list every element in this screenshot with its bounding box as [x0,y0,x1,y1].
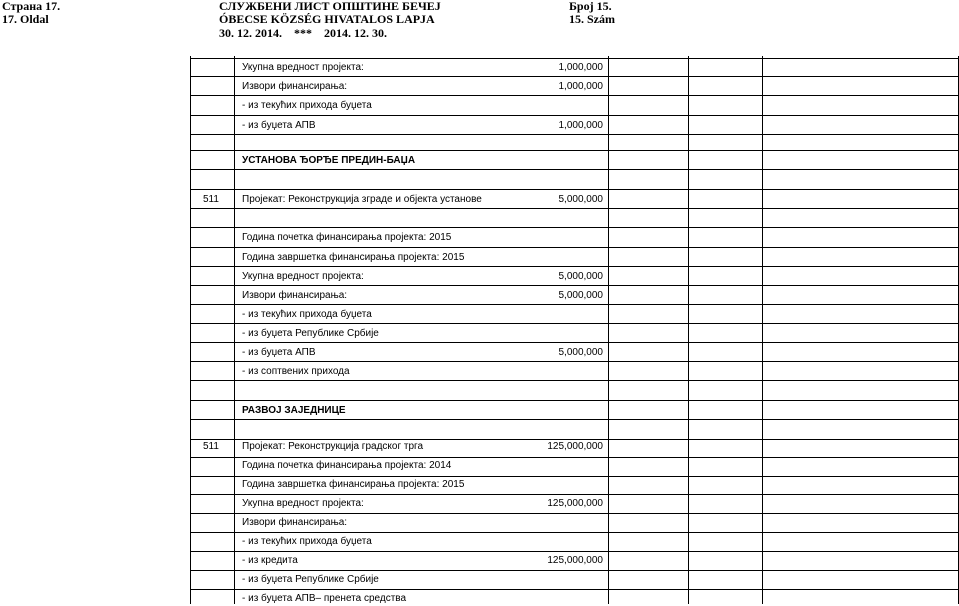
row-description: РАЗВОЈ ЗАЈЕДНИЦЕ [242,405,346,416]
row-account-code: 511 [203,441,219,452]
table-row-border [190,476,959,477]
budget-table [190,56,959,604]
row-amount: 5,000,000 [558,290,603,301]
table-row-border [190,457,959,458]
table-row-border [190,551,959,552]
row-amount: 5,000,000 [558,347,603,358]
table-row [190,289,959,303]
table-row-border [190,208,959,209]
table-row-project [190,193,959,207]
row-description: - из буџета АПВ [242,120,316,131]
row-description: Укупна вредност пројекта: [242,271,364,282]
row-description: Извори финансирања: [242,290,348,301]
table-row-section-heading [190,154,959,168]
row-description: - из соптвених прихода [242,366,350,377]
header-publication-title-hu: ÓBECSE KÖZSÉG HIVATALOS LAPJA [219,12,435,26]
header-issue-number-hu: 15. Szám [569,12,615,26]
row-amount: 125,000,000 [547,555,603,566]
table-row-border [190,570,959,571]
row-description: Укупна вредност пројекта: [242,498,364,509]
table-row-section-heading [190,404,959,418]
table-row [190,231,959,245]
row-description: Извори финансирања: [242,81,348,92]
table-row [190,459,959,473]
table-row [190,573,959,587]
table-row-border [190,285,959,286]
table-row-border [190,247,959,248]
row-description: Укупна вредност пројекта: [242,62,364,73]
table-row-border [190,95,959,96]
row-amount: 125,000,000 [547,441,603,452]
table-row-border [190,342,959,343]
row-description: Пројекат: Реконструкција зграде и објекта установе [242,194,482,205]
table-row-border [190,532,959,533]
table-row [190,535,959,549]
row-description: - из текућих прихода буџета [242,100,372,111]
table-row-border [190,494,959,495]
table-row-border [190,134,959,135]
row-description: - из текућих прихода буџета [242,536,372,547]
table-row-border [190,323,959,324]
row-amount: 125,000,000 [547,498,603,509]
row-amount: 5,000,000 [558,194,603,205]
row-description: - из кредита [242,555,298,566]
table-row [190,80,959,94]
table-row-border [190,169,959,170]
table-row [190,251,959,265]
table-row-border [190,400,959,401]
table-row-border [190,380,959,381]
row-description: - из буџета Републике Србије [242,328,379,339]
row-description: Година почетка финансирања пројекта: 2014 [242,460,452,471]
table-row-project [190,440,959,454]
table-row-border [190,266,959,267]
row-amount: 1,000,000 [558,62,603,73]
row-amount: 5,000,000 [558,271,603,282]
table-row [190,270,959,284]
table-row-border [190,513,959,514]
table-row-border [190,227,959,228]
row-description: Година завршетка финансирања пројекта: 2015 [242,252,465,263]
row-amount: 1,000,000 [558,120,603,131]
table-row [190,554,959,568]
row-description: Година завршетка финансирања пројекта: 2015 [242,479,465,490]
row-amount: 1,000,000 [558,81,603,92]
row-description: - из буџета АПВ– пренета средства [242,593,407,604]
header-page-number-hu: 17. Oldal [2,12,49,26]
header-date: 30. 12. 2014. *** 2014. 12. 30. [219,26,387,40]
table-row-border [190,419,959,420]
table-row-border [190,361,959,362]
row-description: Година почетка финансирања пројекта: 2015 [242,232,452,243]
row-account-code: 511 [203,194,219,205]
table-row [190,365,959,379]
header-publication-title: СЛУЖБЕНИ ЛИСТ ОПШТИНЕ БЕЧЕЈ [219,0,441,13]
row-description: - из буџета Републике Србије [242,574,379,585]
row-description: УСТАНОВА ЂОРЂЕ ПРЕДИН-БАЏА [242,155,416,166]
table-row [190,516,959,530]
table-row [190,497,959,511]
table-row-border [190,150,959,151]
table-row-border [190,115,959,116]
row-description: Извори финансирања: [242,517,348,528]
table-row [190,327,959,341]
table-row-border [190,58,959,59]
row-description: - из буџета АПВ [242,347,316,358]
table-row [190,99,959,113]
header-page-number: Страна 17. [2,0,61,13]
table-row-border [190,189,959,190]
table-row [190,119,959,133]
row-description: Пројекат: Реконструкција градског трга [242,441,424,452]
table-row [190,346,959,360]
table-row-border [190,304,959,305]
table-row-border [190,76,959,77]
table-row [190,308,959,322]
table-row [190,61,959,75]
table-row-border [190,589,959,590]
header-issue-number: Број 15. [569,0,612,13]
table-row [190,478,959,492]
row-description: - из текућих прихода буџета [242,309,372,320]
